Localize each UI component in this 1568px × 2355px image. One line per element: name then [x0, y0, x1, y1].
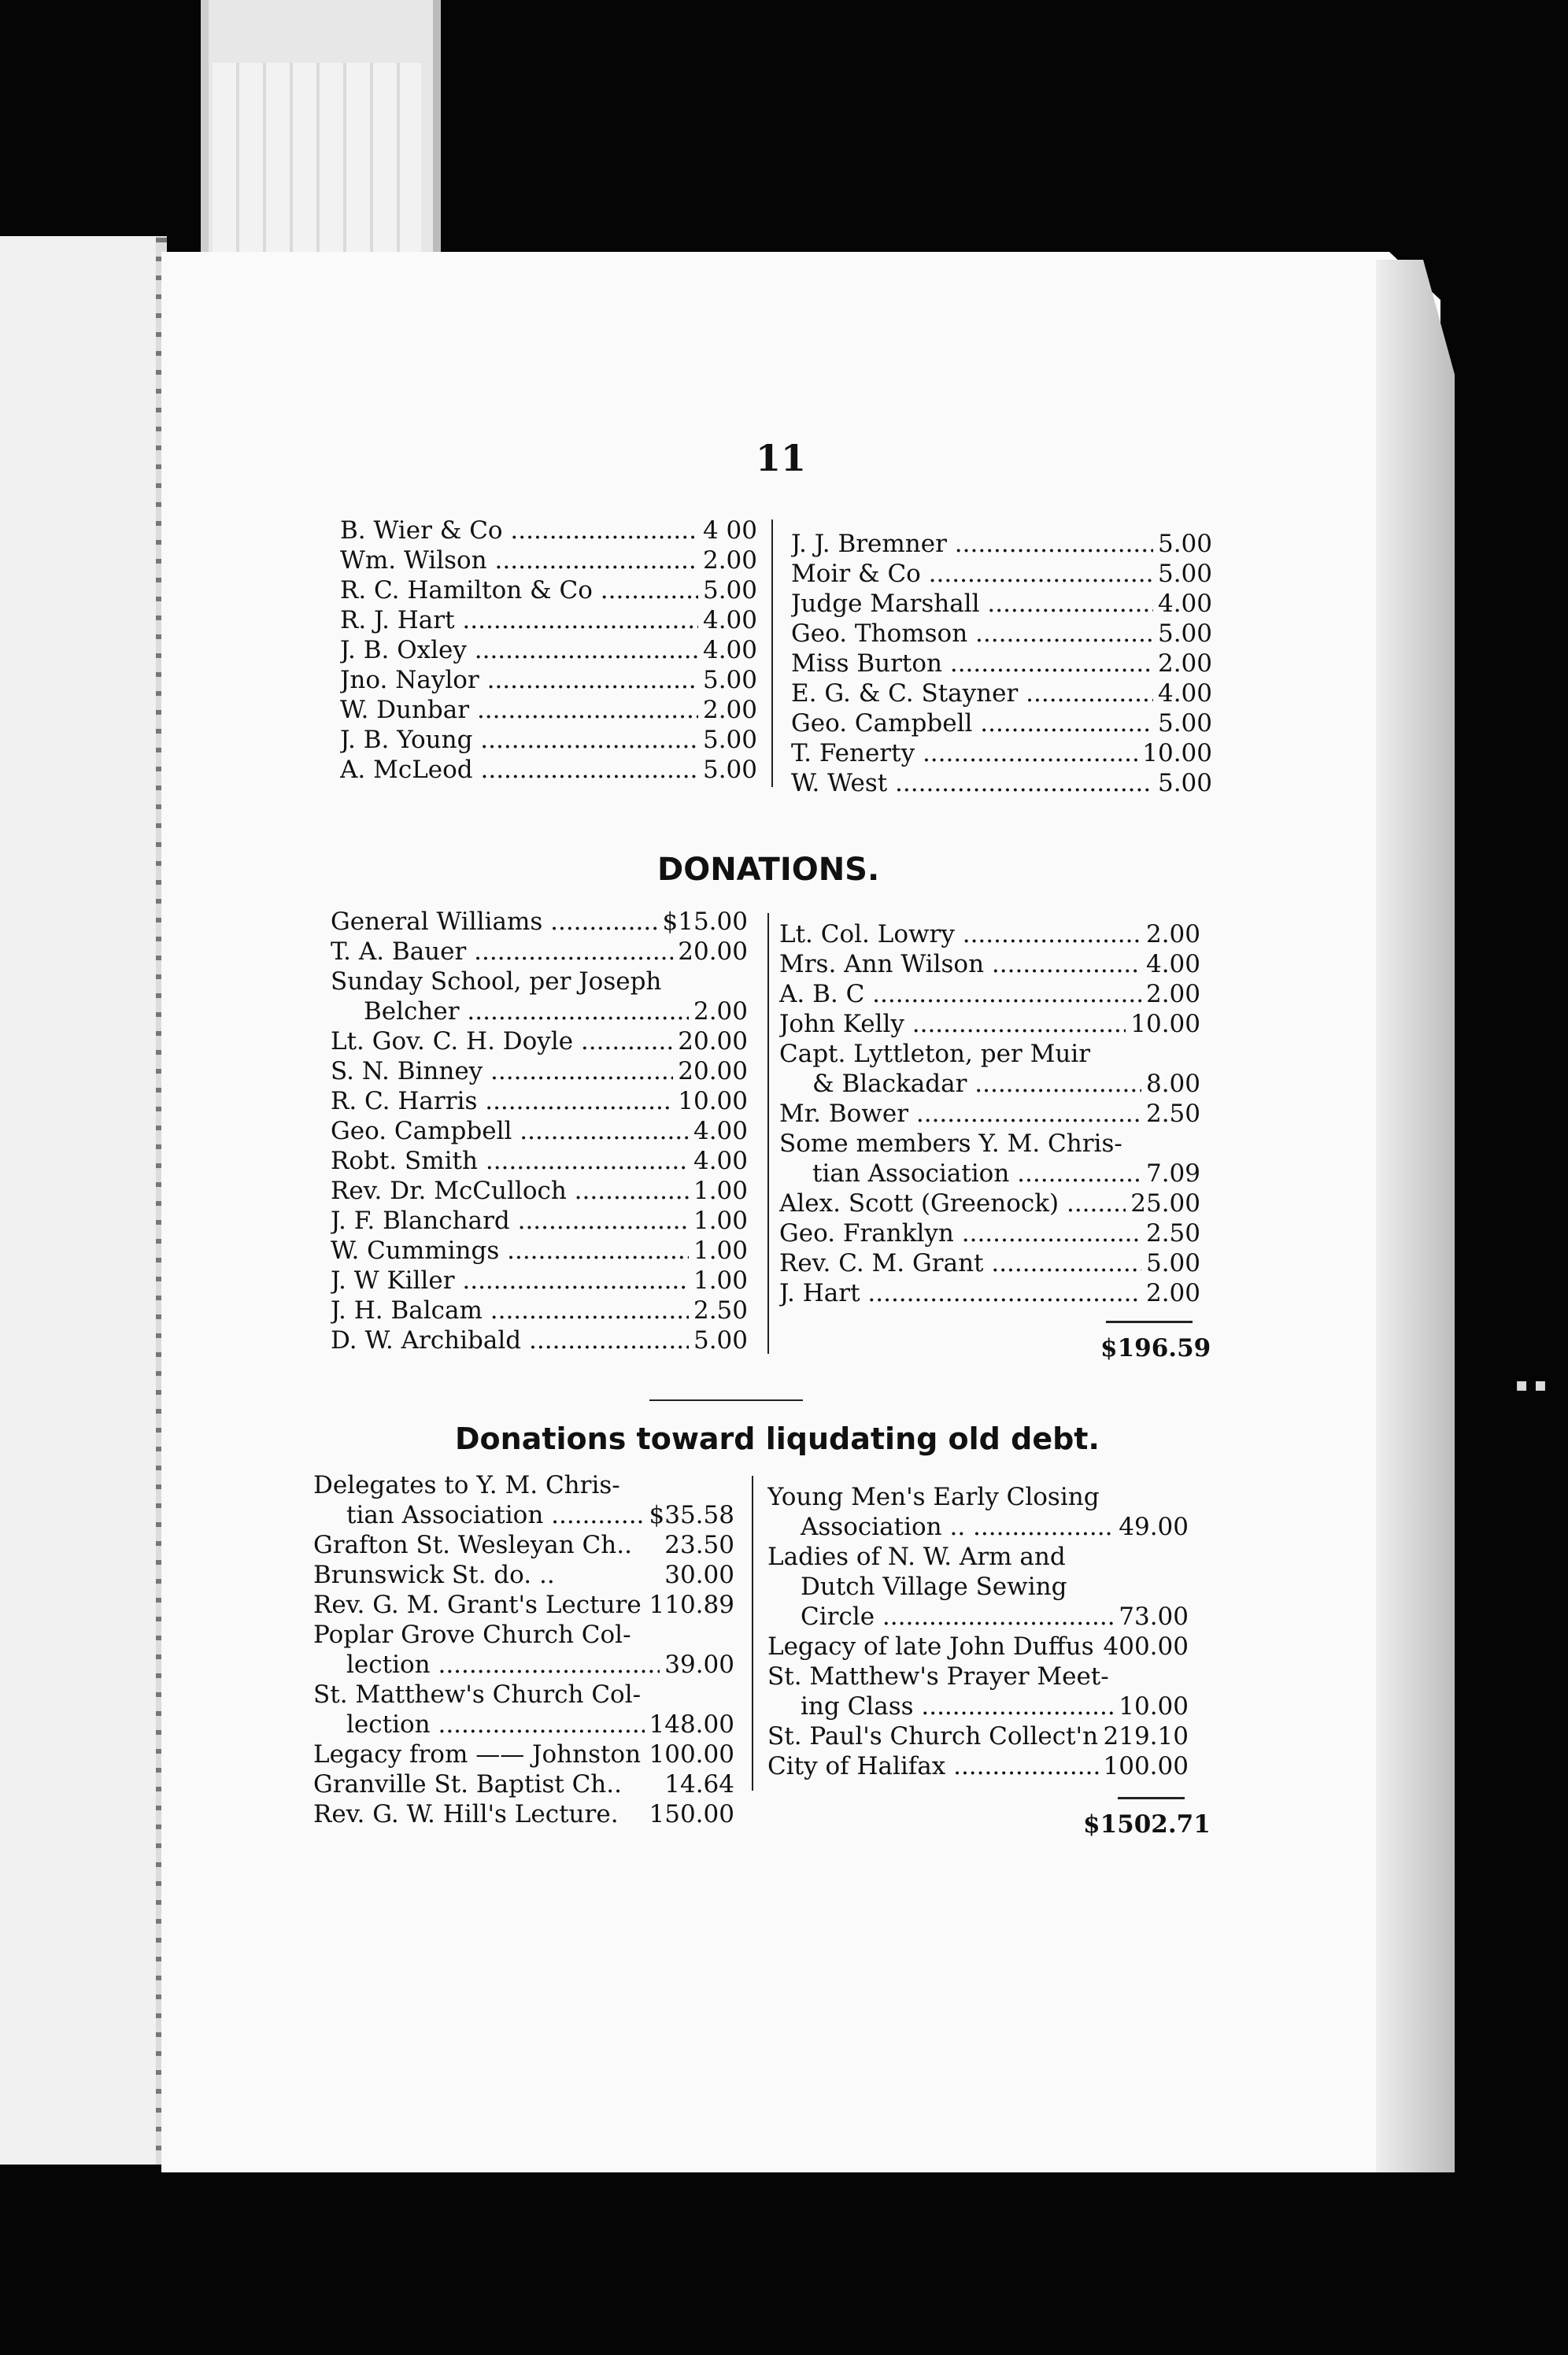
entry-amount: 8.00: [1145, 1070, 1200, 1098]
list-item: [331, 937, 748, 967]
entry-amount: 23.50: [664, 1531, 734, 1559]
list-item: [779, 1159, 1200, 1189]
list-item: [331, 1086, 748, 1116]
entry-name: ing Class .....: [767, 1691, 1114, 1721]
entry-amount: 5.00: [693, 1326, 748, 1355]
list-item: [331, 996, 748, 1026]
entry-amount: 2.00: [1145, 1279, 1200, 1307]
entry-name: W. West .....: [791, 768, 1153, 798]
page-number: 11: [756, 437, 807, 479]
list-item: [331, 1206, 748, 1236]
entry-name: Young Men's Early Closing: [767, 1483, 1100, 1511]
list-item: [331, 1296, 748, 1325]
entry-amount: 5.00: [1157, 709, 1212, 738]
entry-amount: 5.00: [702, 756, 757, 784]
entry-name: Legacy of late John Duffus: [767, 1632, 1094, 1661]
entry-name: Rev. Dr. McCulloch .....: [331, 1176, 689, 1206]
entry-name: Alex. Scott (Greenock) .....: [779, 1189, 1126, 1218]
subscriptions-right-column: [791, 529, 1212, 798]
donations-heading: DONATIONS.: [657, 852, 880, 888]
list-item: [340, 545, 757, 575]
entry-amount: 5.00: [1157, 530, 1212, 558]
list-item: [791, 708, 1212, 738]
list-item: [791, 738, 1212, 768]
entry-amount: 5.00: [702, 666, 757, 694]
list-item: [779, 919, 1200, 949]
entry-amount: 1.00: [693, 1177, 748, 1205]
debt-left-column: [313, 1470, 734, 1829]
entry-name: St. Paul's Church Collect'n: [767, 1722, 1099, 1751]
total-rule: [1118, 1797, 1185, 1799]
list-item: [313, 1710, 734, 1739]
entry-name: St. Matthew's Church Col-: [313, 1680, 642, 1709]
list-item: [340, 695, 757, 725]
list-item: [331, 1056, 748, 1086]
list-item: [331, 1266, 748, 1296]
list-item: [779, 1278, 1200, 1308]
list-item: [791, 768, 1212, 798]
entry-amount: 4.00: [702, 606, 757, 634]
entry-name: Poplar Grove Church Col-: [313, 1621, 631, 1649]
entry-amount: 1.00: [693, 1237, 748, 1265]
entry-amount: 400.00: [1103, 1632, 1189, 1661]
entry-name: & Blackadar .....: [779, 1069, 1141, 1099]
entry-amount: 150.00: [649, 1800, 734, 1828]
list-item: [791, 529, 1212, 559]
entry-amount: 5.00: [702, 726, 757, 754]
list-item: [331, 1325, 748, 1355]
list-item: [767, 1542, 1189, 1572]
entry-name: J. J. Bremner .....: [791, 529, 1153, 559]
entry-amount: 49.00: [1119, 1513, 1189, 1541]
entry-name: S. N. Binney .....: [331, 1056, 673, 1086]
entry-name: T. A. Bauer .....: [331, 937, 673, 967]
list-item: [791, 619, 1212, 649]
entry-name: A. McLeod .....: [340, 755, 698, 785]
entry-amount: 14.64: [664, 1770, 734, 1799]
entry-name: R. C. Harris .....: [331, 1086, 673, 1116]
entry-name: Circle .....: [767, 1602, 1114, 1632]
entry-name: Robt. Smith .....: [331, 1146, 689, 1176]
entry-amount: 25.00: [1130, 1189, 1200, 1218]
column-divider: [771, 519, 773, 787]
list-item: [313, 1590, 734, 1620]
list-item: [779, 1069, 1200, 1099]
entry-name: Jno. Naylor .....: [340, 665, 698, 695]
entry-amount: 1.00: [693, 1207, 748, 1235]
list-item: [779, 1129, 1200, 1159]
list-item: [313, 1530, 734, 1560]
entry-amount: 5.00: [1157, 560, 1212, 588]
entry-name: tian Association .....: [779, 1159, 1141, 1189]
list-item: [340, 665, 757, 695]
entry-amount: 2.00: [1157, 649, 1212, 678]
entry-amount: 2.00: [702, 696, 757, 724]
list-item: [767, 1751, 1189, 1781]
list-item: [767, 1512, 1189, 1542]
column-divider: [767, 913, 769, 1354]
entry-name: Sunday School, per Joseph: [331, 967, 662, 996]
entry-name: J. B. Oxley .....: [340, 635, 698, 665]
entry-amount: 2.50: [1145, 1219, 1200, 1248]
page-edge: [1376, 260, 1455, 2172]
entry-amount: 10.00: [1130, 1010, 1200, 1038]
entry-name: Delegates to Y. M. Chris-: [313, 1471, 620, 1499]
entry-amount: 5.00: [1145, 1249, 1200, 1277]
section-rule: [649, 1399, 803, 1401]
list-item: [340, 635, 757, 665]
list-item: [340, 605, 757, 635]
entry-name: W. Cummings .....: [331, 1236, 689, 1266]
entry-name: tian Association .....: [313, 1500, 645, 1530]
list-item: [779, 979, 1200, 1009]
entry-amount: 7.09: [1145, 1159, 1200, 1188]
entry-name: T. Fenerty .....: [791, 738, 1137, 768]
entry-amount: 4.00: [702, 636, 757, 664]
entry-name: Geo. Thomson .....: [791, 619, 1153, 649]
entry-amount: 5.00: [702, 576, 757, 604]
list-item: [313, 1650, 734, 1680]
entry-name: Association .. .....: [767, 1512, 1114, 1542]
entry-name: Geo. Campbell .....: [331, 1116, 689, 1146]
adjacent-page: [0, 236, 165, 2165]
list-item: [331, 967, 748, 996]
entry-name: Mr. Bower .....: [779, 1099, 1141, 1129]
entry-amount: 4.00: [1157, 590, 1212, 618]
entry-name: Moir & Co .....: [791, 559, 1153, 589]
list-item: [779, 1248, 1200, 1278]
donations-right-column: [779, 919, 1200, 1308]
entry-amount: 219.10: [1103, 1722, 1189, 1751]
entry-name: Dutch Village Sewing: [801, 1573, 1067, 1601]
list-item: [791, 589, 1212, 619]
entry-name: Geo. Campbell .....: [791, 708, 1153, 738]
entry-amount: $15.00: [662, 908, 748, 936]
entry-amount: 4.00: [693, 1117, 748, 1145]
entry-name: Belcher .....: [331, 996, 689, 1026]
list-item: [767, 1691, 1189, 1721]
list-item: [340, 725, 757, 755]
entry-amount: 100.00: [1103, 1752, 1189, 1780]
list-item: [313, 1799, 734, 1829]
entry-name: St. Matthew's Prayer Meet-: [767, 1662, 1109, 1691]
list-item: [313, 1560, 734, 1590]
entry-amount: 4 00: [702, 516, 757, 545]
list-item: [767, 1572, 1189, 1602]
column-divider: [752, 1476, 753, 1791]
entry-amount: 20.00: [678, 1027, 748, 1055]
entry-amount: 2.00: [693, 997, 748, 1026]
list-item: [779, 949, 1200, 979]
entry-name: B. Wier & Co .....: [340, 516, 698, 545]
list-item: [767, 1662, 1189, 1691]
entry-name: John Kelly .....: [779, 1009, 1126, 1039]
list-item: [313, 1739, 734, 1769]
debt-right-column: [767, 1482, 1189, 1781]
entry-amount: 5.00: [1157, 769, 1212, 797]
entry-amount: 2.00: [702, 546, 757, 575]
list-item: [767, 1482, 1189, 1512]
entry-name: A. B. C .....: [779, 979, 1141, 1009]
entry-amount: 2.50: [693, 1296, 748, 1325]
list-item: [313, 1470, 734, 1500]
entry-name: Mrs. Ann Wilson .....: [779, 949, 1141, 979]
list-item: [313, 1769, 734, 1799]
entry-name: lection .....: [313, 1650, 660, 1680]
entry-name: Ladies of N. W. Arm and: [767, 1543, 1066, 1571]
list-item: [791, 649, 1212, 678]
entry-amount: 2.00: [1145, 980, 1200, 1008]
entry-amount: 148.00: [649, 1710, 734, 1739]
total-rule: [1106, 1321, 1193, 1323]
entry-name: Geo. Franklyn .....: [779, 1218, 1141, 1248]
list-item: [331, 907, 748, 937]
list-item: [779, 1099, 1200, 1129]
list-item: [791, 678, 1212, 708]
entry-amount: $35.58: [649, 1501, 734, 1529]
entry-name: Miss Burton .....: [791, 649, 1153, 678]
list-item: [767, 1721, 1189, 1751]
list-item: [340, 755, 757, 785]
entry-name: Lt. Gov. C. H. Doyle .....: [331, 1026, 673, 1056]
entry-name: J. W Killer .....: [331, 1266, 689, 1296]
list-item: [331, 1026, 748, 1056]
entry-name: City of Halifax .....: [767, 1751, 1099, 1781]
entry-amount: 39.00: [664, 1651, 734, 1679]
entry-name: J. F. Blanchard .....: [331, 1206, 689, 1236]
entry-amount: 30.00: [664, 1561, 734, 1589]
entry-name: Some members Y. M. Chris-: [779, 1129, 1122, 1158]
list-item: [340, 575, 757, 605]
list-item: [331, 1176, 748, 1206]
list-item: [331, 1236, 748, 1266]
entry-amount: 10.00: [678, 1087, 748, 1115]
entry-amount: 73.00: [1119, 1603, 1189, 1631]
list-item: [779, 1039, 1200, 1069]
entry-amount: 10.00: [1119, 1692, 1189, 1721]
list-item: [779, 1218, 1200, 1248]
entry-name: Brunswick St. do. ..: [313, 1561, 555, 1589]
entry-name: Lt. Col. Lowry .....: [779, 919, 1141, 949]
list-item: [331, 1146, 748, 1176]
list-item: [340, 516, 757, 545]
entry-amount: 2.50: [1145, 1100, 1200, 1128]
entry-name: W. Dunbar .....: [340, 695, 698, 725]
donations-left-column: [331, 907, 748, 1355]
entry-name: Rev. C. M. Grant .....: [779, 1248, 1141, 1278]
entry-name: J. H. Balcam .....: [331, 1296, 689, 1325]
entry-name: General Williams .....: [331, 907, 658, 937]
entry-name: R. J. Hart .....: [340, 605, 698, 635]
donations-total: $196.59: [1100, 1334, 1211, 1362]
list-item: [313, 1620, 734, 1650]
entry-amount: 4.00: [693, 1147, 748, 1175]
entry-amount: 1.00: [693, 1266, 748, 1295]
list-item: [331, 1116, 748, 1146]
entry-name: J. B. Young .....: [340, 725, 698, 755]
entry-name: Grafton St. Wesleyan Ch..: [313, 1531, 632, 1559]
list-item: [767, 1602, 1189, 1632]
entry-name: Capt. Lyttleton, per Muir: [779, 1040, 1091, 1068]
debt-total: $1502.71: [1083, 1810, 1211, 1839]
entry-amount: 4.00: [1145, 950, 1200, 978]
list-item: [779, 1009, 1200, 1039]
entry-amount: 4.00: [1157, 679, 1212, 708]
debt-heading: Donations toward liqudating old debt.: [455, 1422, 1100, 1456]
entry-name: R. C. Hamilton & Co .....: [340, 575, 698, 605]
entry-amount: 110.89: [649, 1591, 734, 1619]
entry-name: Legacy from —— Johnston: [313, 1740, 642, 1769]
entry-name: E. G. & C. Stayner .....: [791, 678, 1153, 708]
entry-name: Rev. G. M. Grant's Lecture: [313, 1591, 642, 1619]
entry-amount: 5.00: [1157, 619, 1212, 648]
list-item: [779, 1189, 1200, 1218]
subscriptions-left-column: [340, 516, 757, 785]
entry-amount: 20.00: [678, 1057, 748, 1085]
dust-mark: ▪ ▪: [1515, 1373, 1548, 1396]
entry-amount: 2.00: [1145, 920, 1200, 948]
entry-name: lection .....: [313, 1710, 645, 1739]
entry-amount: 100.00: [649, 1740, 734, 1769]
list-item: [313, 1500, 734, 1530]
entry-amount: 20.00: [678, 937, 748, 966]
binding-strip-inner: [213, 63, 421, 283]
list-item: [791, 559, 1212, 589]
entry-name: Rev. G. W. Hill's Lecture.: [313, 1800, 619, 1828]
list-item: [767, 1632, 1189, 1662]
entry-name: Wm. Wilson .....: [340, 545, 698, 575]
entry-name: D. W. Archibald .....: [331, 1325, 689, 1355]
entry-name: Granville St. Baptist Ch..: [313, 1770, 622, 1799]
list-item: [313, 1680, 734, 1710]
entry-name: Judge Marshall .....: [791, 589, 1153, 619]
entry-amount: 10.00: [1142, 739, 1212, 767]
entry-name: J. Hart .....: [779, 1278, 1141, 1308]
